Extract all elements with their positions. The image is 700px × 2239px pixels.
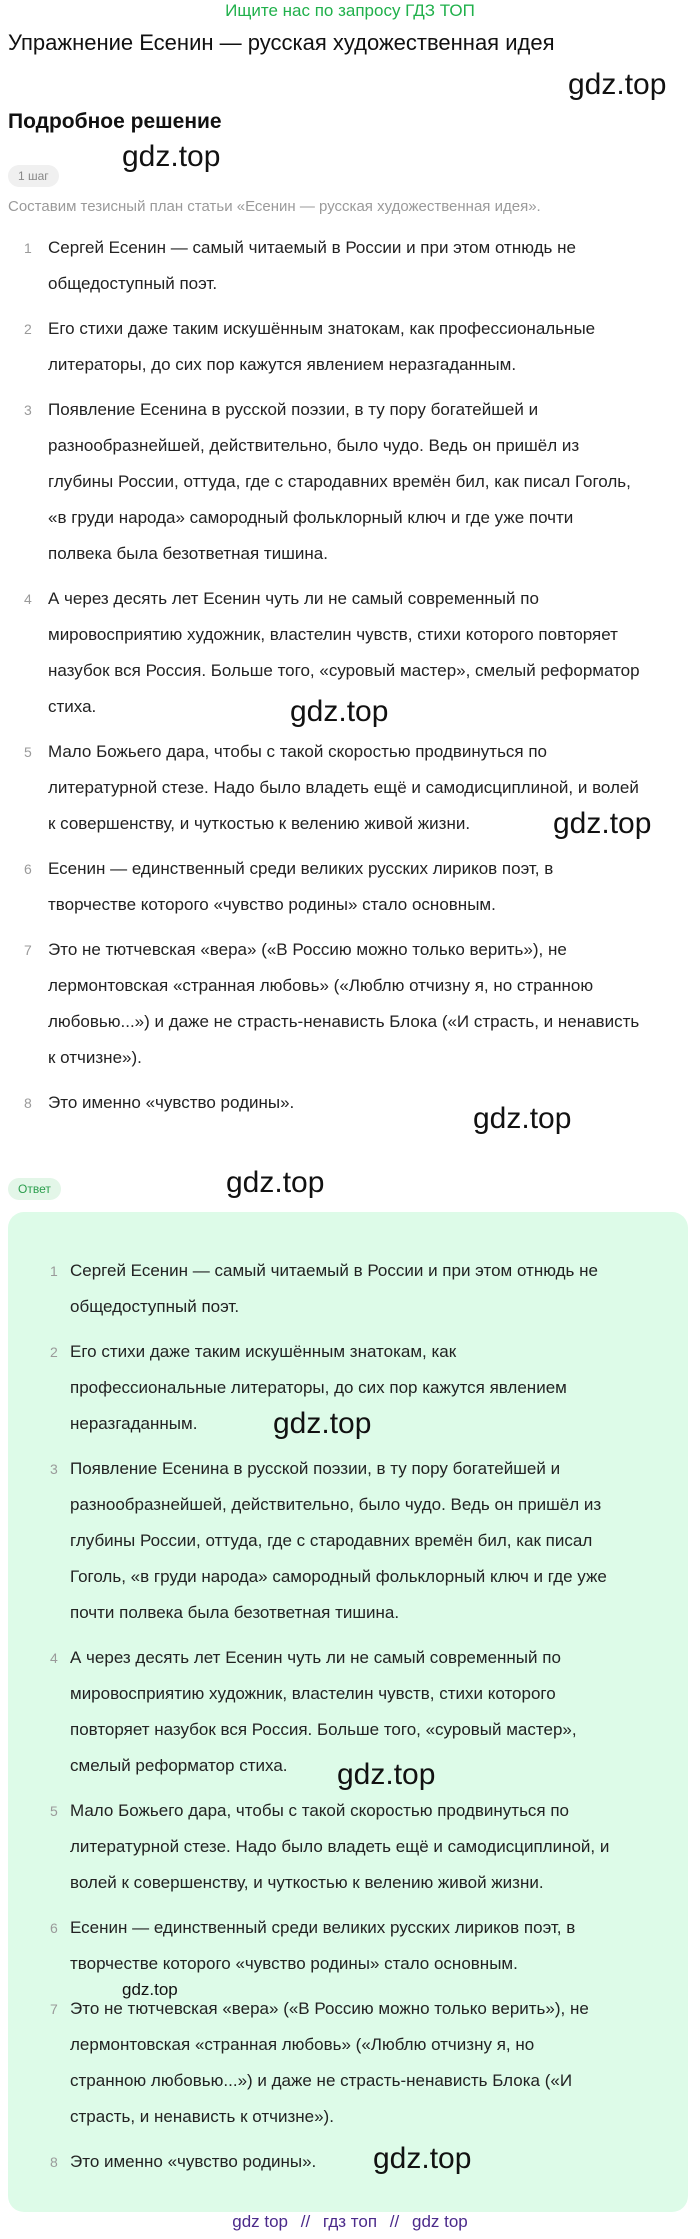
item-line: Появление Есенина в русской поэзии, в ту пору богатейшей и — [70, 1459, 561, 1478]
item-line: литераторы, до сих пор кажутся явлением неразгаданным. — [48, 355, 517, 374]
item-text — [48, 932, 648, 1076]
item-line: творчестве которого «чувство родины» стало основным. — [70, 1954, 518, 1973]
item-line: Сергей Есенин — самый читаемый в России и при этом отнюдь не — [48, 238, 576, 257]
item-line: Его стихи даже таким искушённым знатокам, как профессиональные — [48, 319, 596, 338]
item-line: общедоступный поэт. — [48, 274, 218, 293]
watermark: gdz.top — [122, 140, 221, 173]
item-line: неразгаданным. — [70, 1414, 198, 1433]
item-number: 5 — [50, 1803, 58, 1819]
item-number: 6 — [24, 861, 32, 877]
item-number: 4 — [24, 591, 32, 607]
item-line: стиха. — [48, 697, 97, 716]
item-line: Есенин — единственный среди великих русских лириков поэт, в — [48, 859, 554, 878]
item-line: глубины России, оттуда, где с стародавних времён бил, как писал — [70, 1531, 593, 1550]
item-number: 5 — [24, 744, 32, 760]
item-line: творчестве которого «чувство родины» стало основным. — [48, 895, 496, 914]
item-line: повторяет назубок вся Россия. Больше того, «суровый мастер», — [70, 1720, 577, 1739]
item-line: Гоголь, «в груди народа» самородный фольклорный ключ и где уже — [70, 1567, 607, 1586]
item-number: 4 — [50, 1650, 58, 1666]
item-line: Это именно «чувство родины». — [70, 2152, 317, 2171]
item-line: Появление Есенина в русской поэзии, в ту пору богатейшей и — [48, 400, 539, 419]
item-text — [48, 851, 648, 923]
item-number: 2 — [50, 1344, 58, 1360]
footer-separator: // — [389, 2212, 400, 2231]
item-line: профессиональные литераторы, до сих пор кажутся явлением — [70, 1378, 567, 1397]
item-line: Это не тютчевская «вера» («В Россию можно только верить»), не — [48, 940, 567, 959]
item-line: Есенин — единственный среди великих русских лириков поэт, в — [70, 1918, 576, 1937]
item-line: к отчизне»). — [48, 1048, 142, 1067]
item-line: любовью...») и даже не страсть-ненависть Блока («И страсть, и ненависть — [48, 1012, 640, 1031]
item-number: 8 — [24, 1095, 32, 1111]
item-number: 3 — [50, 1461, 58, 1477]
step-badge: 1 шаг — [8, 165, 59, 187]
item-number: 8 — [50, 2154, 58, 2170]
item-line: Сергей Есенин — самый читаемый в России и при этом отнюдь не — [70, 1261, 598, 1280]
footer-link[interactable]: gdz top — [232, 2212, 288, 2231]
item-line: общедоступный поэт. — [70, 1297, 240, 1316]
item-text — [70, 1991, 660, 2135]
item-text — [48, 311, 648, 383]
item-number: 1 — [24, 240, 32, 256]
item-line: смелый реформатор стиха. — [70, 1756, 288, 1775]
item-number: 7 — [50, 2001, 58, 2017]
footer-link[interactable]: гдз топ — [322, 2212, 378, 2231]
section-title: Подробное решение — [8, 110, 222, 133]
watermark: gdz.top — [273, 1407, 372, 1440]
item-text — [48, 230, 648, 302]
intro-text: Составим тезисный план статьи «Есенин — русская художественная идея». — [8, 198, 541, 215]
watermark: gdz.top — [290, 695, 389, 728]
item-number: 7 — [24, 942, 32, 958]
item-line: А через десять лет Есенин чуть ли не самый современный по — [70, 1648, 561, 1667]
item-line: Это не тютчевская «вера» («В Россию можно только верить»), не — [70, 1999, 589, 2018]
watermark: gdz.top — [373, 2142, 472, 2175]
item-line: страсть, и ненависть к отчизне»). — [70, 2107, 334, 2126]
answer-badge: Ответ — [8, 1178, 61, 1200]
item-line: «в груди народа» самородный фольклорный ключ и где уже почти — [48, 508, 574, 527]
watermark: gdz.top — [473, 1102, 572, 1135]
item-line: Его стихи даже таким искушённым знатокам, как — [70, 1342, 457, 1361]
item-line: Это именно «чувство родины». — [48, 1093, 295, 1112]
item-text — [70, 1793, 660, 1901]
item-line: лермонтовская «странная любовь» («Люблю отчизну я, но — [70, 2035, 535, 2054]
footer — [0, 2212, 700, 2232]
item-line: полвека была безответная тишина. — [48, 544, 328, 563]
item-text — [70, 1451, 660, 1631]
watermark: gdz.top — [568, 68, 667, 101]
item-text — [70, 2144, 660, 2180]
item-line: Мало Божьего дара, чтобы с такой скоростью продвинуться по — [70, 1801, 570, 1820]
watermark: gdz.top — [122, 1980, 178, 1999]
item-line: разнообразнейшей, действительно, было чудо. Ведь он пришёл из — [70, 1495, 602, 1514]
item-line: разнообразнейшей, действительно, было чудо. Ведь он пришёл из — [48, 436, 580, 455]
item-line: к совершенству, и чуткостью к велению живой жизни. — [48, 814, 471, 833]
top-banner[interactable]: Ищите нас по запросу ГДЗ ТОП — [225, 1, 475, 20]
item-number: 6 — [50, 1920, 58, 1936]
item-line: лермонтовская «странная любовь» («Люблю отчизну я, но странною — [48, 976, 594, 995]
footer-separator: // — [300, 2212, 311, 2231]
item-line: почти полвека была безответная тишина. — [70, 1603, 400, 1622]
footer-link[interactable]: gdz top — [411, 2212, 468, 2231]
item-line: литературной стезе. Надо было владеть ещё и самодисциплиной, и — [70, 1837, 610, 1856]
watermark: gdz.top — [553, 807, 652, 840]
item-number: 1 — [50, 1263, 58, 1279]
item-line: волей к совершенству, и чуткостью к велению живой жизни. — [70, 1873, 544, 1892]
item-line: литературной стезе. Надо было владеть ещё и самодисциплиной, и волей — [48, 778, 639, 797]
item-text — [70, 1253, 660, 1325]
item-line: назубок вся Россия. Больше того, «суровый мастер», смелый реформатор — [48, 661, 640, 680]
item-text — [70, 1910, 660, 1982]
item-line: глубины России, оттуда, где с стародавних времён бил, как писал Гоголь, — [48, 472, 631, 491]
item-line: Мало Божьего дара, чтобы с такой скоростью продвинуться по — [48, 742, 548, 761]
item-line: А через десять лет Есенин чуть ли не самый современный по — [48, 589, 539, 608]
watermark: gdz.top — [226, 1166, 325, 1199]
item-line: мировосприятию художник, властелин чувств, стихи которого — [70, 1684, 556, 1703]
watermark: gdz.top — [337, 1758, 436, 1791]
page-title: Упражнение Есенин — русская художественная идея — [8, 30, 555, 55]
item-number: 2 — [24, 321, 32, 337]
item-text — [48, 392, 648, 572]
item-number: 3 — [24, 402, 32, 418]
item-line: странною любовью...») и даже не страсть-ненависть Блока («И — [70, 2071, 573, 2090]
item-line: мировосприятию художник, властелин чувств, стихи которого повторяет — [48, 625, 618, 644]
